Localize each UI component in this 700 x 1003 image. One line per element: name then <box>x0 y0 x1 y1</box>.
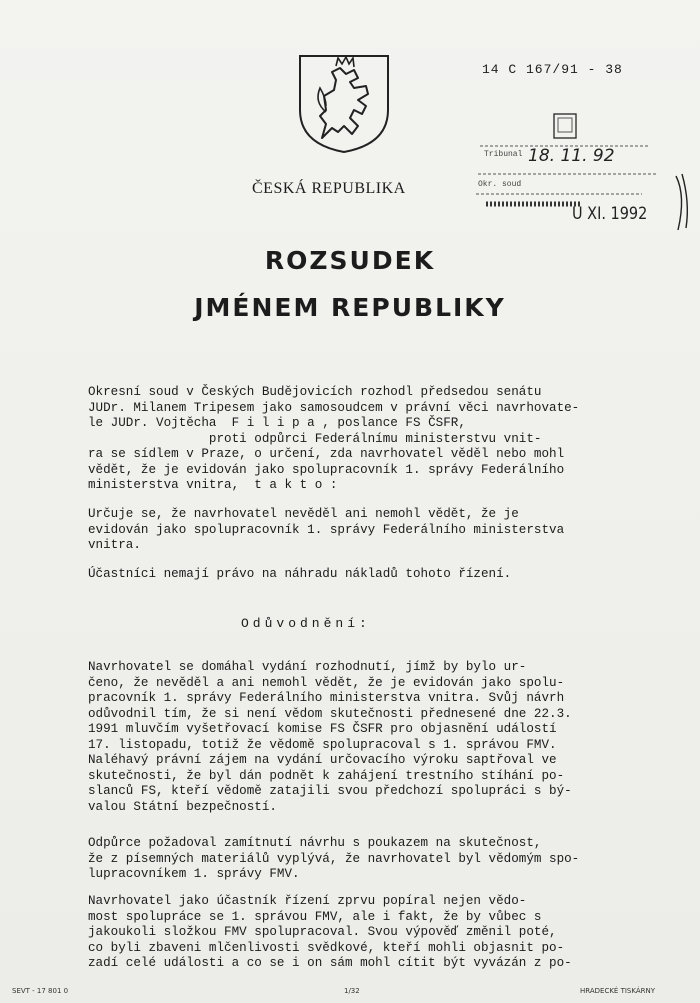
costs-paragraph: Účastníci nemají právo na náhradu nákladů tohoto řízení. <box>88 567 512 581</box>
stamp-received-date: U XI. 1992 <box>572 204 648 224</box>
country-name: ČESKÁ REPUBLIKA <box>252 180 406 197</box>
reasoning-paragraph: Navrhovatel jako účastník řízení zprvu popíral nejen vědo- most spolupráce se 1. správou FMV, ale i fakt, že by vůbec s jakoukoli složkou FMV spolupracoval. Svou výpověď změnil poté, co byli zbaveni mlčenlivosti svědkové, kteří mohli objasnit po- zadí celé události a co se i on sám mohl cítit být vyvázán z po- <box>88 894 572 970</box>
file-number: 14 C 167/91 - 38 <box>482 62 623 77</box>
verdict-paragraph: Určuje se, že navrhovatel nevěděl ani nemohl vědět, že je evidován jako spolupracovník 1. správy Federálního ministerstva vnitra. <box>88 507 565 552</box>
reasoning-paragraph: Odpůrce požadoval zamítnutí návrhu s poukazem na skutečnost, že z písemných materiálů vyplývá, že navrhovatel byl vědomým spo- lupracovníkem 1. správy FMV. <box>88 836 580 881</box>
intro-paragraph: Okresní soud v Českých Budějovicích rozhodl předsedou senátu JUDr. Milanem Tripesem jako samosoudcem v právní věci navrhovate- le JUDr. Vojtěcha F i l i p a , poslance FS ČSFR, proti odpůrci Federálnímu ministerstvu vnit- ra se sídlem v Praze, o určení, zda navrhovatel věděl nebo mohl vědět, že je evidován jako spolupracovník 1. správy Federálního ministerstva vnitra, t a k t o : <box>88 385 580 492</box>
document-title: ROZSUDEK <box>264 246 436 275</box>
document-subtitle: JMÉNEM REPUBLIKY <box>194 293 506 322</box>
stamp-text: Okr. soud <box>478 180 522 189</box>
czech-coat-of-arms-icon <box>296 52 392 154</box>
footer-page-ref: 1/32 <box>344 987 360 995</box>
stamp-text: Tribunal <box>484 150 523 159</box>
footer-printer: HRADECKÉ TISKÁRNY <box>580 987 655 995</box>
reasoning-heading: Odůvodnění: <box>241 616 371 631</box>
stamp-date: 18. 11. 92 <box>528 146 615 166</box>
reasoning-paragraph: Navrhovatel se domáhal vydání rozhodnutí, jímž by bylo ur- čeno, že nevěděl a ani nemohl vědět, že je evidován jako spolu- pracovník 1. správy Federálního ministerstva vnitra. Svůj návrh odůvodnil tím, že si není vědom skutečnosti přednesené dne 22.3. 1991 mluvčím vyšetřovací komise FS ČSFR pro objasnění událostí 17. listopadu, totiž že vědomě spolupracoval s 1. správou FMV. Naléhavý právní zájem na vydání určovacího výroku saptřoval ve skutečnosti, že byl dán podnět k zahájení trestního stíhání po- slanců FS, kteří vědomě zatajili svou předchozí spolupráci s bý- valou Státní bezpečností. <box>88 660 572 814</box>
footer-form-code: SEVT - 17 801 0 <box>12 987 69 995</box>
